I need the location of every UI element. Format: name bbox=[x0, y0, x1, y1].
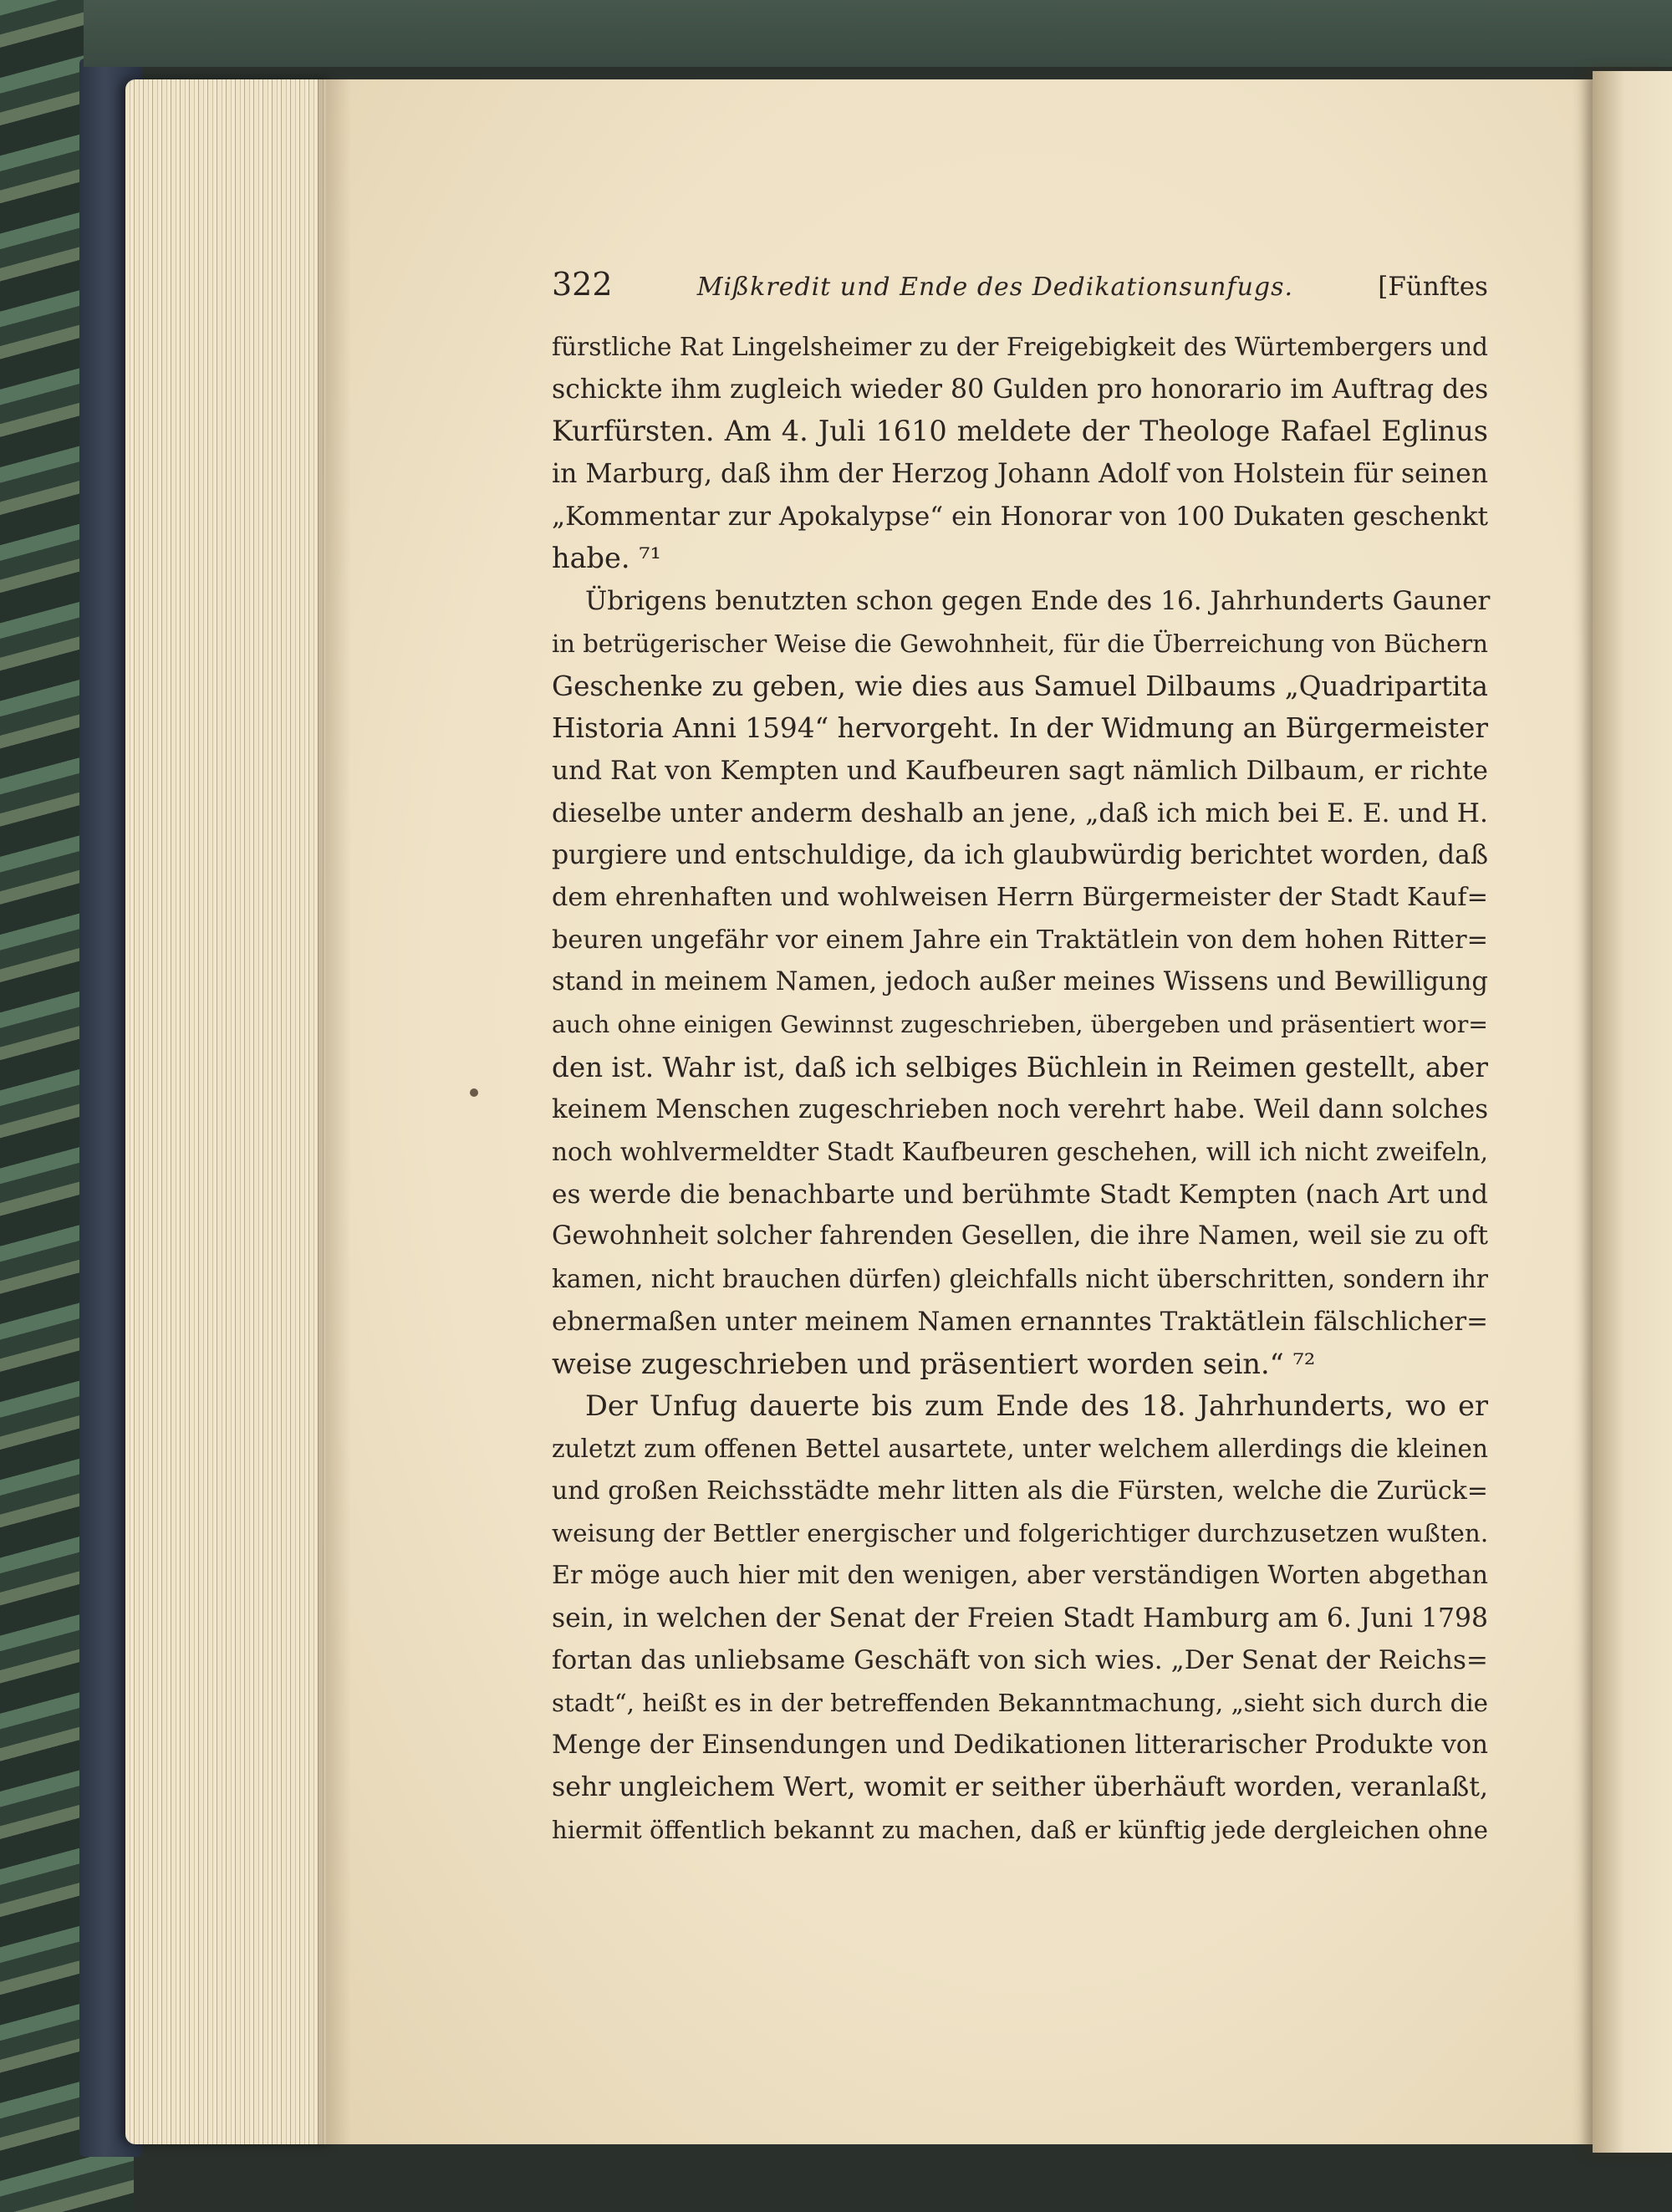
text-line: weise zugeschrieben und präsentiert worden sein.“ ⁷² bbox=[552, 1347, 1316, 1380]
text-line: Geschenke zu geben, wie dies aus Samuel Dilbaums „Quadripartita bbox=[552, 670, 1488, 702]
text-line: sein, in welchen der Senat der Freien Stadt Hamburg am 6. Juni 1798 bbox=[552, 1603, 1488, 1634]
text-line: den ist. Wahr ist, daß ich selbiges Büchlein in Reimen gestellt, aber bbox=[552, 1051, 1488, 1083]
text-line: hiermit öffentlich bekannt zu machen, daß er künftig jede dergleichen ohne bbox=[552, 1816, 1488, 1845]
text-line: beuren ungefähr vor einem Jahre ein Traktätlein von dem hohen Ritter= bbox=[552, 925, 1488, 955]
text-line: und großen Reichsstädte mehr litten als die Fürsten, welche die Zurück= bbox=[552, 1476, 1488, 1506]
text-line: auch ohne einigen Gewinnst zugeschrieben, übergeben und präsentiert wor= bbox=[552, 1011, 1488, 1038]
text-line: Der Unfug dauerte bis zum Ende des 18. Jahrhunderts, wo er bbox=[585, 1389, 1488, 1423]
text-line: schickte ihm zugleich wieder 80 Gulden pro honorario im Auftrag des bbox=[552, 374, 1489, 405]
text-line: fürstliche Rat Lingelsheimer zu der Freigebigkeit des Würtembergers und bbox=[552, 332, 1488, 361]
text-line: dem ehrenhaften und wohlweisen Herrn Bürgermeister der Stadt Kauf= bbox=[552, 882, 1488, 912]
text-line: noch wohlvermeldter Stadt Kaufbeuren geschehen, will ich nicht zweifeln, bbox=[552, 1138, 1488, 1167]
text-line: in Marburg, daß ihm der Herzog Johann Adolf von Holstein für seinen bbox=[552, 459, 1488, 490]
section-marker: [Fünftes bbox=[1378, 272, 1488, 302]
text-line: Historia Anni 1594“ hervorgeht. In der Widmung an Bürgermeister bbox=[552, 712, 1488, 745]
text-line: stand in meinem Namen, jedoch außer meines Wissens und Bewilligung bbox=[552, 967, 1488, 997]
page-gutter-shadow bbox=[318, 79, 351, 2144]
running-header bbox=[552, 266, 1488, 308]
text-line: Übrigens benutzten schon gegen Ende des 16. Jahrhunderts Gauner bbox=[585, 586, 1491, 617]
body-text bbox=[552, 326, 1491, 1852]
running-title: Mißkredit und Ende des Dedikationsunfugs. bbox=[696, 273, 1294, 302]
facing-page-edge bbox=[1593, 71, 1672, 2153]
text-line: sehr ungleichem Wert, womit er seither überhäuft worden, veranlaßt, bbox=[552, 1772, 1488, 1803]
text-block bbox=[552, 266, 1491, 1852]
text-line: zuletzt zum offenen Bettel ausartete, unter welchem allerdings die kleinen bbox=[552, 1434, 1488, 1463]
text-line: es werde die benachbarte und berühmte Stadt Kempten (nach Art und bbox=[552, 1179, 1488, 1210]
text-line: Gewohnheit solcher fahrenden Gesellen, die ihre Namen, weil sie zu oft bbox=[552, 1221, 1488, 1251]
text-line: kamen, nicht brauchen dürfen) gleichfalls nicht überschritten, sondern ihr bbox=[552, 1265, 1488, 1294]
text-line: habe. ⁷¹ bbox=[552, 542, 661, 575]
text-line: in betrügerischer Weise die Gewohnheit, für die Überreichung von Büchern bbox=[552, 629, 1488, 658]
cover-top-strip bbox=[84, 0, 1672, 67]
text-line: und Rat von Kempten und Kaufbeuren sagt nämlich Dilbaum, er richte bbox=[552, 755, 1488, 786]
text-line: keinem Menschen zugeschrieben noch verehrt habe. Weil dann solches bbox=[552, 1094, 1489, 1125]
page-number: 322 bbox=[552, 266, 613, 303]
text-line: purgiere und entschuldige, da ich glaubwürdig berichtet worden, daß bbox=[552, 840, 1488, 871]
text-line: Kurfürsten. Am 4. Juli 1610 meldete der Theologe Rafael Eglinus bbox=[552, 415, 1488, 448]
text-line: Er möge auch hier mit den wenigen, aber verständigen Worten abgethan bbox=[552, 1560, 1488, 1590]
text-line: dieselbe unter anderm deshalb an jene, „daß ich mich bei E. E. und H. bbox=[552, 798, 1488, 828]
margin-mark bbox=[470, 1088, 478, 1097]
text-line: fortan das unliebsame Geschäft von sich wies. „Der Senat der Reichs= bbox=[552, 1645, 1488, 1676]
text-line: stadt“, heißt es in der betreffenden Bekanntmachung, „sieht sich durch die bbox=[552, 1689, 1488, 1717]
text-line: Menge der Einsendungen und Dedikationen litterarischer Produkte von bbox=[552, 1730, 1488, 1760]
text-line: weisung der Bettler energischer und folgerichtiger durchzusetzen wußten. bbox=[552, 1519, 1489, 1548]
text-line: „Kommentar zur Apokalypse“ ein Honorar von 100 Dukaten geschenkt bbox=[552, 501, 1488, 532]
text-line: ebnermaßen unter meinem Namen ernanntes Traktätlein fälschlicher= bbox=[552, 1306, 1488, 1337]
page-edges bbox=[125, 79, 334, 2144]
